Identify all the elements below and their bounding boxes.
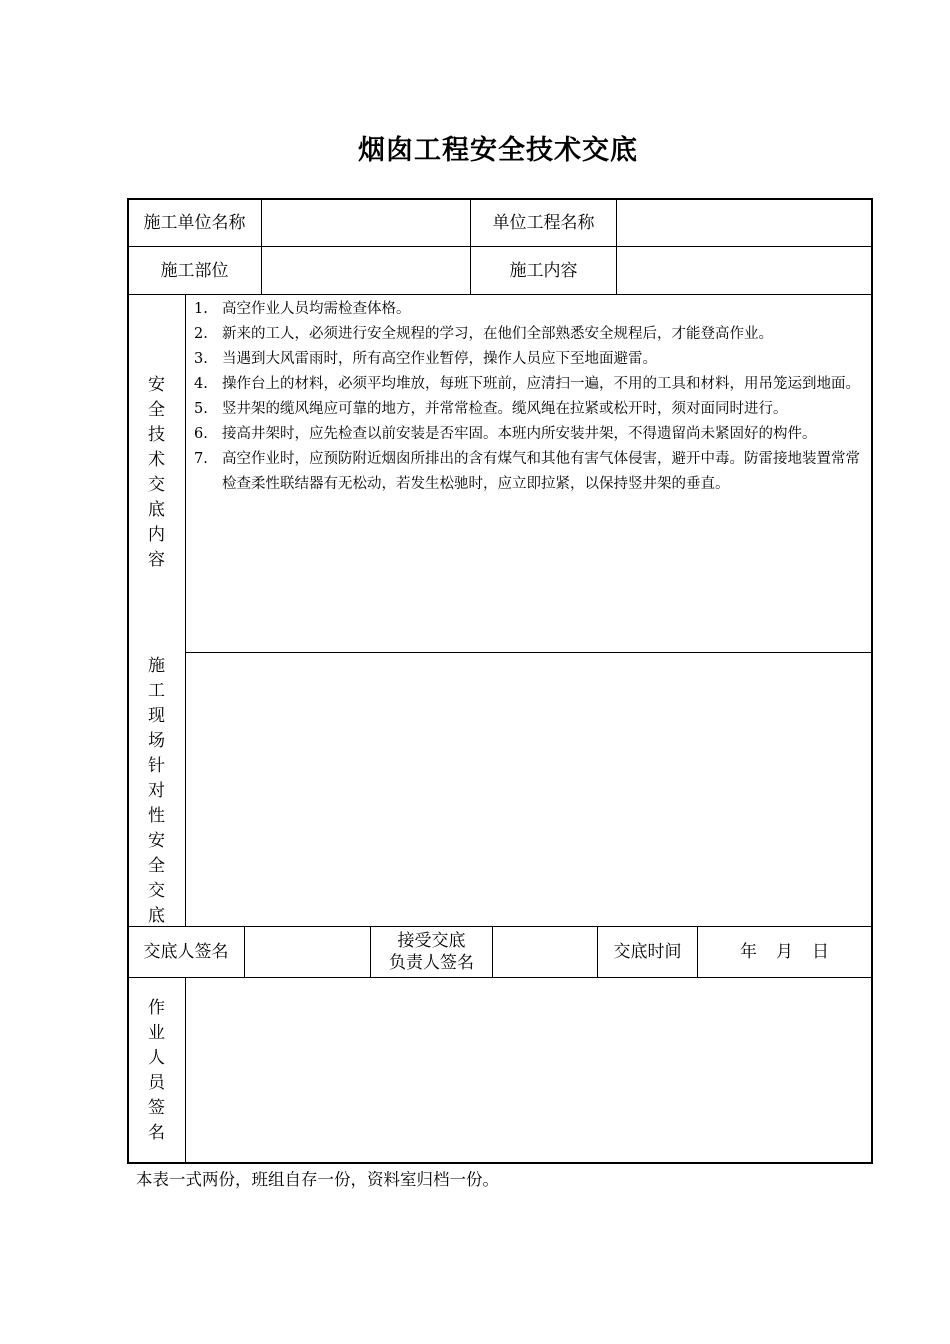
safety-item-text: 当遇到大风雷雨时，所有高空作业暂停，操作人员应下至地面避雷。	[222, 351, 657, 367]
worker-label-char: 员	[148, 1073, 165, 1093]
onsite-label-char: 施	[148, 656, 165, 676]
safety-label-char: 全	[148, 400, 165, 420]
location-label: 施工部位	[160, 260, 229, 281]
receiver-label-line1: 接受交底	[397, 931, 466, 951]
footnote: 本表一式两份，班组自存一份，资料室归档一份。	[136, 1170, 499, 1189]
onsite-label-char: 对	[148, 781, 165, 801]
safety-item-number: 6.	[194, 426, 208, 442]
work-content-field[interactable]	[617, 247, 872, 294]
safety-item	[190, 372, 866, 397]
construction-unit-field[interactable]	[262, 199, 470, 246]
onsite-label-char: 场	[148, 731, 165, 751]
project-name-field[interactable]	[617, 199, 872, 246]
safety-label-char: 术	[148, 450, 165, 470]
safety-item-text: 竖井架的缆风绳应可靠的地方，并常常检查。缆风绳在拉紧或松开时，须对面同时进行。	[222, 401, 788, 417]
safety-item	[190, 297, 866, 322]
worker-label-char: 作	[148, 998, 165, 1018]
safety-content-list	[190, 297, 866, 497]
safety-label-char: 容	[148, 550, 165, 570]
worker-label-char: 签	[148, 1098, 165, 1118]
onsite-safety-field[interactable]	[186, 653, 872, 926]
construction-unit-label: 施工单位名称	[143, 212, 246, 233]
safety-item-number: 1.	[194, 301, 208, 317]
discloser-signature-label: 交底人签名	[143, 942, 229, 962]
safety-item	[190, 322, 866, 347]
safety-item	[190, 447, 866, 497]
location-field[interactable]	[262, 247, 470, 294]
safety-item	[190, 347, 866, 372]
safety-label-char: 内	[148, 525, 165, 545]
worker-label-char: 业	[148, 1023, 165, 1043]
onsite-label-char: 交	[148, 881, 165, 901]
disclosure-time-label: 交底时间	[613, 942, 682, 962]
document-title: 烟囱工程安全技术交底	[358, 135, 638, 166]
work-content-label: 施工内容	[509, 260, 578, 281]
worker-signature-field[interactable]	[186, 978, 872, 1163]
safety-content-label	[128, 373, 185, 573]
safety-item-number: 7.	[194, 451, 208, 467]
safety-item-text: 接高井架时，应先检查以前安装是否牢固。本班内所安装井架，不得遗留尚未紧固好的构件。	[222, 426, 817, 442]
onsite-label-char: 现	[148, 706, 165, 726]
worker-label-char: 人	[148, 1048, 165, 1068]
onsite-safety-label	[128, 654, 185, 929]
receiver-signature-field[interactable]	[493, 927, 597, 977]
safety-item-number: 4.	[194, 376, 208, 392]
safety-item	[190, 397, 866, 422]
onsite-label-char: 针	[148, 756, 165, 776]
safety-item-text: 操作台上的材料，必须平均堆放，每班下班前，应清扫一遍，不用的工具和材料，用吊笼运到地面。	[222, 376, 860, 392]
safety-label-char: 技	[148, 425, 165, 445]
safety-item-number: 3.	[194, 351, 208, 367]
safety-label-char: 底	[148, 500, 165, 520]
worker-label-char: 名	[148, 1123, 165, 1143]
onsite-label-char: 性	[148, 806, 165, 826]
safety-item-number: 2.	[194, 326, 208, 342]
receiver-signature-label	[371, 927, 492, 977]
project-name-label: 单位工程名称	[492, 212, 595, 233]
receiver-label-line2: 负责人签名	[389, 953, 474, 973]
onsite-label-char: 底	[148, 906, 165, 926]
row-divider-2	[128, 294, 872, 295]
disclosure-time-field[interactable]: 年 月 日	[740, 942, 830, 962]
onsite-label-char: 安	[148, 831, 165, 851]
safety-item-text: 高空作业人员均需检查体格。	[222, 301, 411, 317]
safety-item-number: 5.	[194, 401, 208, 417]
safety-label-char: 安	[148, 375, 165, 395]
discloser-signature-field[interactable]	[245, 927, 370, 977]
onsite-label-char: 全	[148, 856, 165, 876]
worker-signature-label	[128, 996, 185, 1146]
safety-item-text: 新来的工人，必须进行安全规程的学习，在他们全部熟悉安全规程后，才能登高作业。	[222, 326, 773, 342]
safety-item	[190, 422, 866, 447]
onsite-label-char: 工	[148, 681, 165, 701]
safety-label-char: 交	[148, 475, 165, 495]
safety-item-text: 高空作业时，应预防附近烟囱所排出的含有煤气和其他有害气体侵害，避开中毒。防雷接地装置常常检查柔性联结器有无松动，若发生松驰时，应立即拉紧，以保持竖井架的垂直。	[222, 451, 860, 492]
